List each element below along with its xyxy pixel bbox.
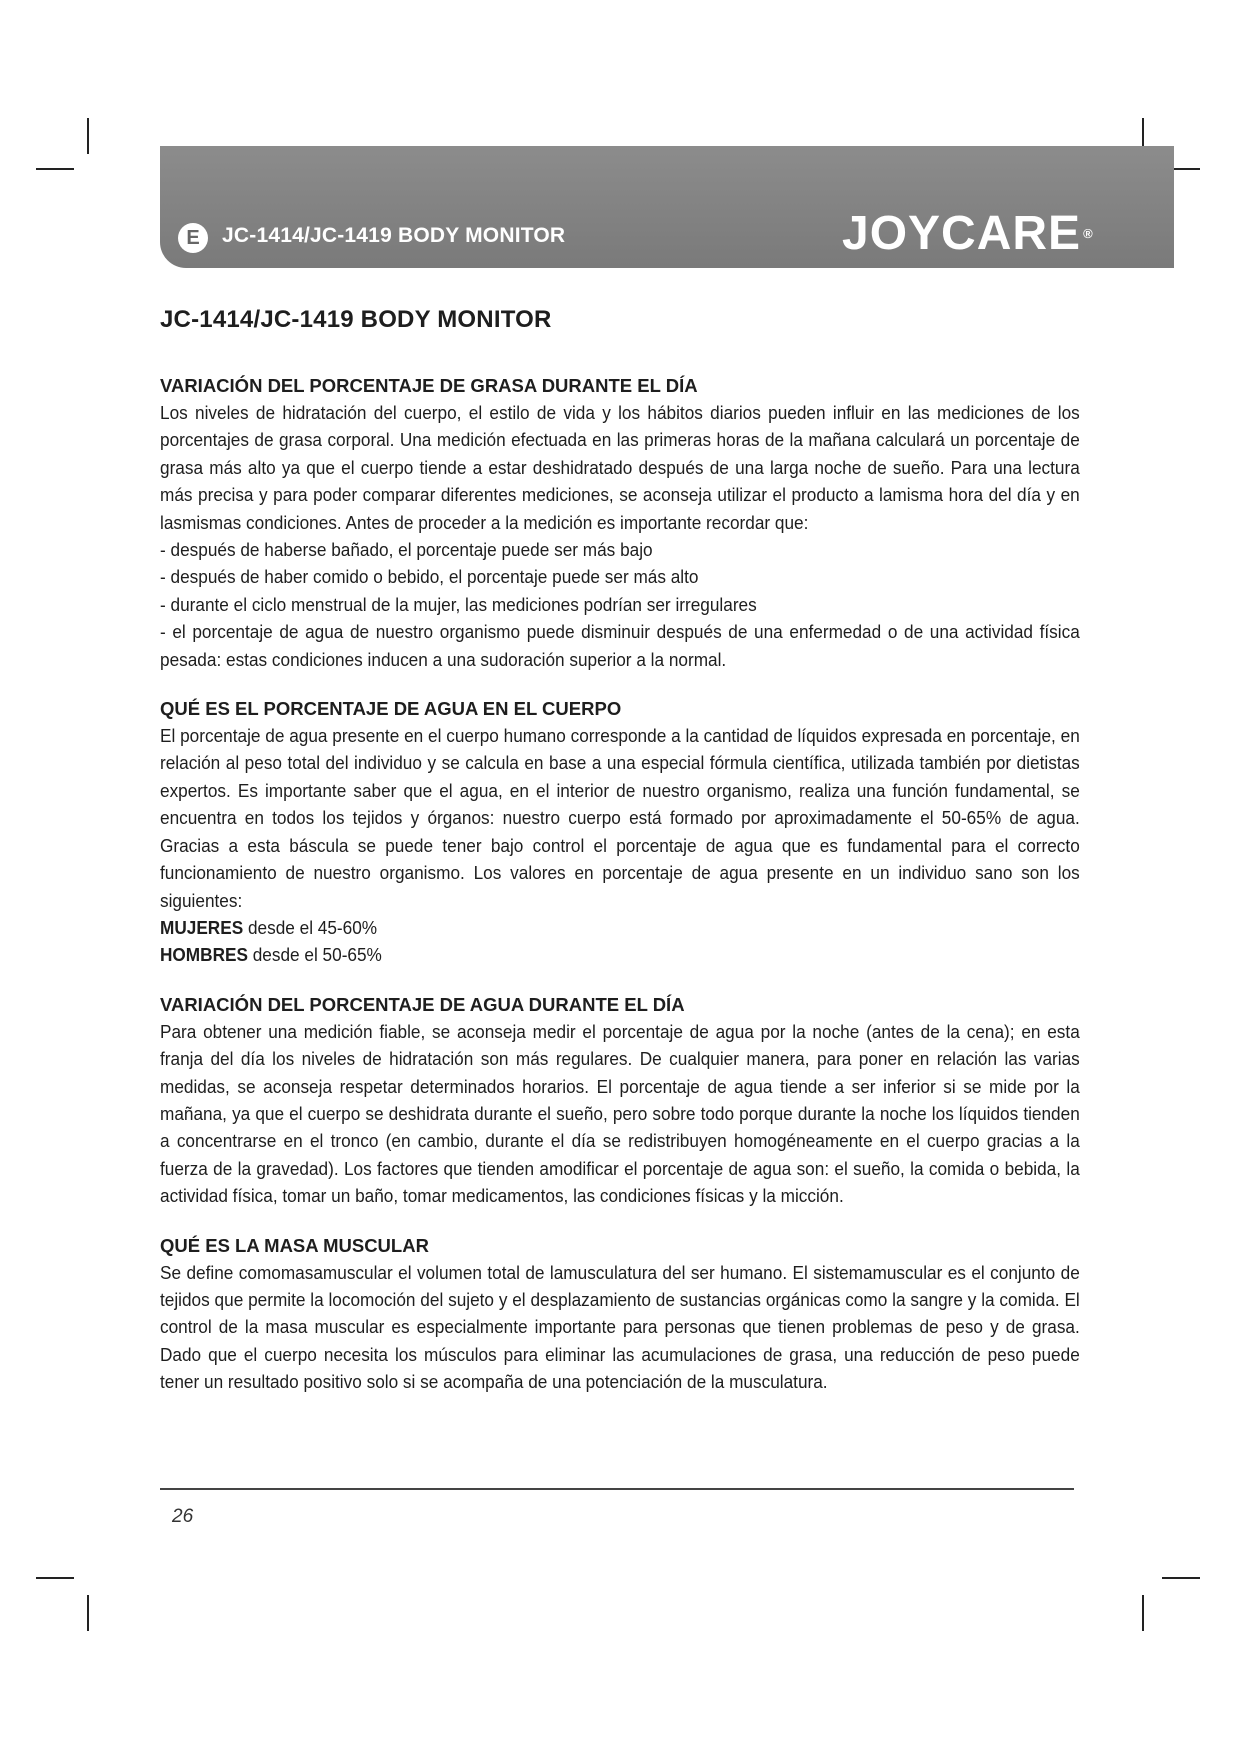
section-water-percentage — [160, 695, 1080, 969]
section-water-variation — [160, 991, 1080, 1210]
section-paragraph: Se define comomasamuscular el volumen total de lamusculatura del ser humano. El sistemamuscular es el conjunto de tejidos que permite la locomoción del sujeto y el desplazamiento de sustancias orgánicas como la sangre y la comida. El control de la masa muscular es especialmente importante para personas que tienen problemas de peso y de grasa. Dado que el cuerpo necesita los músculos para eliminar las acumulaciones de grasa, una reducción de peso puede tener un resultado positivo solo si se acompaña de una potenciación de la musculatura. — [160, 1261, 1080, 1393]
section-heading: VARIACIÓN DEL PORCENTAJE DE GRASA DURANTE EL DÍA — [160, 375, 698, 396]
section-paragraph: Para obtener una medición fiable, se aconseja medir el porcentaje de agua por la noche (antes de la cena); en esta franja del día los niveles de hidratación son más regulares. De cualquier manera, para poner en relación las varias medidas, se aconseja respetar determinados horarios. El porcentaje de agua tiende a ser inferior si se mide por la mañana, ya que el cuerpo se deshidrata durante el sueño, pero sobre todo porque durante la noche los líquidos tienden a concentrarse en el tronco (en cambio, durante el día se redistribuyen homogéneamente en el cuerpo gracias a la fuerza de la gravedad). Los factores que tienden amodificar el porcentaje de agua son: el sueño, la comida o bebida, la actividad física, tomar un baño, tomar medicamentos, las condiciones físicas y la micción. — [160, 1020, 1080, 1207]
section-paragraph: Los niveles de hidratación del cuerpo, el estilo de vida y los hábitos diarios pueden influir en las mediciones de los porcentajes de grasa corporal. Una medición efectuada en las primeras horas de la mañana calculará un porcentaje de grasa más alto ya que el cuerpo tiende a estar deshidratado después de una larga noche de sueño. Para una lectura más precisa y para poder comparar diferentes mediciones, se aconseja utilizar el producto a lamisma hora del día y en lasmismas condiciones. Antes de proceder a la medición es importante recordar que: — [160, 402, 1080, 533]
header-title: JC-1414/JC-1419 BODY MONITOR — [222, 224, 566, 247]
crop-mark-top-left-v — [87, 118, 89, 154]
section-heading: VARIACIÓN DEL PORCENTAJE DE AGUA DURANTE EL DÍA — [160, 993, 685, 1015]
men-label: HOMBRES — [160, 944, 248, 966]
registered-mark: ® — [1083, 226, 1094, 241]
footer-rule — [160, 1488, 1074, 1490]
document-title: JC-1414/JC-1419 BODY MONITOR — [160, 306, 552, 333]
bullet-list — [160, 536, 1080, 673]
men-range: desde el 50-65% — [247, 944, 382, 966]
section-heading: QUÉ ES EL PORCENTAJE DE AGUA EN EL CUERPO — [160, 698, 622, 720]
crop-mark-bottom-right-h — [1162, 1577, 1200, 1579]
list-item: - después de haber comido o bebido, el porcentaje puede ser más alto — [160, 566, 699, 588]
page-number: 26 — [172, 1506, 194, 1527]
list-item: - después de haberse bañado, el porcentaje puede ser más bajo — [160, 539, 653, 561]
women-label: MUJERES — [160, 916, 244, 938]
section-muscle-mass — [160, 1232, 1080, 1396]
section-heading: QUÉ ES LA MASA MUSCULAR — [160, 1234, 429, 1256]
document-body — [160, 300, 1080, 1418]
crop-mark-bottom-right-v — [1142, 1595, 1144, 1631]
crop-mark-bottom-left-v — [87, 1595, 89, 1631]
language-badge: E — [178, 223, 208, 253]
section-paragraph: El porcentaje de agua presente en el cuerpo humano corresponde a la cantidad de líquidos expresada en porcentaje, en relación al peso total del individuo y se calcula en base a una especial fórmula científica, utilizada también por dietistas expertos. Es importante saber que el agua, en el interior de nuestro organismo, realiza una función fundamental, se encuentra en todos los tejidos y órganos: nuestro cuerpo está formado por aproximadamente el 50-65% de agua. Gracias a esta báscula se puede tener bajo control el porcentaje de agua que es fundamental para el correcto funcionamiento de nuestro organismo. Los valores en porcentaje de agua presente en un individuo sano son los siguientes: — [160, 725, 1080, 911]
list-item: - el porcentaje de agua de nuestro organismo puede disminuir después de una enfermedad o de una actividad física pesada: estas condiciones inducen a una sudoración superior a la normal. — [160, 621, 1080, 670]
brand-name: JOYCARE — [842, 207, 1082, 260]
women-water-range — [160, 914, 1080, 941]
men-water-range — [160, 941, 1080, 968]
crop-mark-bottom-left-h — [36, 1577, 74, 1579]
list-item: - durante el ciclo menstrual de la mujer, las mediciones podrían ser irregulares — [160, 593, 757, 615]
section-fat-variation — [160, 372, 1080, 673]
women-range: desde el 45-60% — [243, 916, 378, 938]
crop-mark-top-left-h — [36, 168, 74, 170]
brand-logo — [842, 208, 1094, 260]
